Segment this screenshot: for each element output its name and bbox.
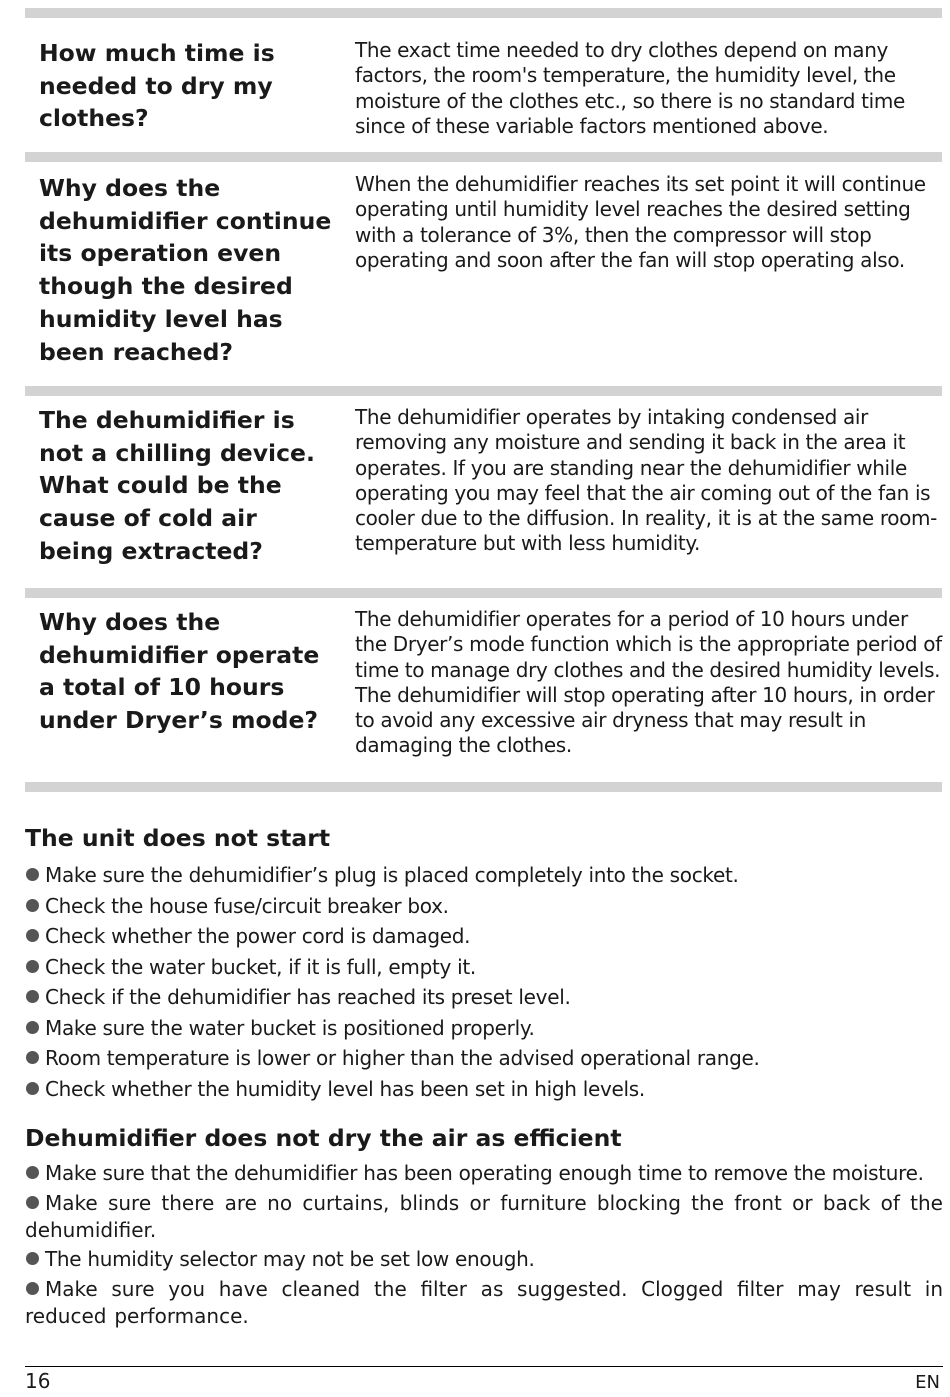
bullet-icon <box>26 1051 39 1064</box>
faq-table <box>25 8 942 792</box>
checklist-not-drying-efficiently <box>25 1160 943 1332</box>
bullet-icon <box>26 1282 39 1295</box>
faq-answer: The exact time needed to dry clothes depend on many factors, the room's temperature, the humidity level, the moisture of the clothes etc., so there is no standard time since of these variable factors mentioned above. <box>355 38 905 138</box>
bullet-icon <box>26 1166 39 1179</box>
row-separator <box>25 386 942 396</box>
section-title-unit-does-not-start: The unit does not start <box>25 824 331 852</box>
list-item: Check if the dehumidifier has reached its preset level. <box>25 982 943 1013</box>
bullet-icon <box>26 960 39 973</box>
row-separator <box>25 782 942 792</box>
faq-question: Why does the dehumidifier continue its operation even though the desired humidity level has been reached? <box>39 174 332 366</box>
faq-row <box>25 18 942 152</box>
bullet-icon <box>26 899 39 912</box>
bullet-icon <box>26 929 39 942</box>
faq-row <box>25 162 942 386</box>
page-number: 16 <box>25 1369 51 1393</box>
section-title-not-drying-efficiently: Dehumidifier does not dry the air as efficient <box>25 1124 622 1152</box>
list-item: Check whether the humidity level has been set in high levels. <box>25 1074 943 1105</box>
list-item: The humidity selector may not be set low enough. <box>25 1246 943 1273</box>
bullet-icon <box>26 1082 39 1095</box>
row-separator <box>25 8 942 18</box>
faq-question: The dehumidifier is not a chilling device. What could be the cause of cold air being extracted? <box>39 406 315 565</box>
bullet-icon <box>26 868 39 881</box>
list-item: Make sure the water bucket is positioned properly. <box>25 1013 943 1044</box>
language-code: EN <box>915 1372 940 1393</box>
checklist-unit-does-not-start <box>25 860 943 1104</box>
faq-answer: The dehumidifier operates for a period of 10 hours under the Dryer’s mode function which is the appropriate period of time to manage dry clothes and the desired humidity levels. The dehumidifier will stop operating after 10 hours, in order to avoid any excessive air dryness that may result in damaging the clothes. <box>355 607 942 758</box>
list-item: Make sure that the dehumidifier has been operating enough time to remove the moisture. <box>25 1160 943 1187</box>
faq-answer: When the dehumidifier reaches its set point it will continue operating until humidity level reaches the desired setting with a tolerance of 3%, then the compressor will stop operating and soon after the fan will stop operating also. <box>355 172 926 272</box>
faq-answer: The dehumidifier operates by intaking condensed air removing any moisture and sending it back in the area it operates. If you are standing near the dehumidifier while operating you may feel that the air coming out of the fan is cooler due to the diffusion. In reality, it is at the same room-temperature but with less humidity. <box>355 405 938 556</box>
list-item: Make sure you have cleaned the filter as suggested. Clogged filter may result in reduced performance. <box>25 1276 943 1328</box>
list-item: Make sure there are no curtains, blinds or furniture blocking the front or back of the dehumidifier. <box>25 1190 943 1242</box>
bullet-icon <box>26 1252 39 1265</box>
bullet-icon <box>26 1196 39 1209</box>
list-item: Make sure the dehumidifier’s plug is placed completely into the socket. <box>25 860 943 891</box>
list-item: Check the water bucket, if it is full, empty it. <box>25 952 943 983</box>
faq-row <box>25 598 942 782</box>
faq-question: Why does the dehumidifier operate a total of 10 hours under Dryer’s mode? <box>39 608 320 735</box>
list-item: Check whether the power cord is damaged. <box>25 921 943 952</box>
bullet-icon <box>26 990 39 1003</box>
list-item: Room temperature is lower or higher than the advised operational range. <box>25 1043 943 1074</box>
bullet-icon <box>26 1021 39 1034</box>
list-item: Check the house fuse/circuit breaker box. <box>25 891 943 922</box>
footer-divider <box>25 1366 943 1367</box>
row-separator <box>25 152 942 162</box>
faq-row <box>25 396 942 588</box>
faq-question: How much time is needed to dry my clothes? <box>39 39 275 133</box>
row-separator <box>25 588 942 598</box>
